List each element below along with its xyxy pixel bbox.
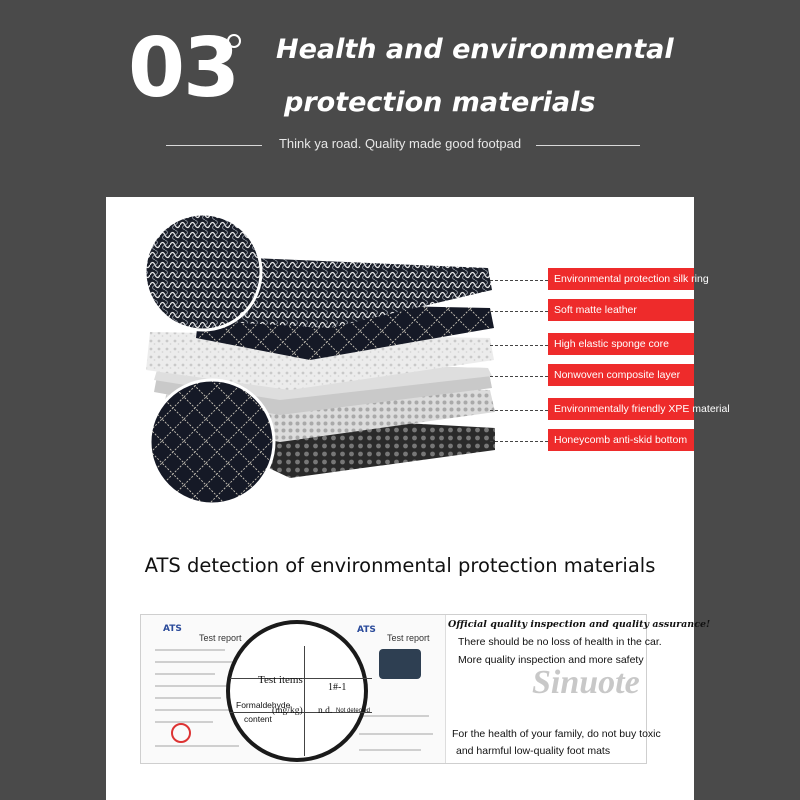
divider-left [166, 145, 262, 146]
quality-line-2: More quality inspection and more safety [458, 654, 644, 666]
mg-test-items: Test items [258, 674, 303, 686]
quality-title: Official quality inspection and quality assurance! [448, 619, 711, 630]
layer-label-sponge: High elastic sponge core [548, 333, 694, 355]
layer-label-nonwoven: Nonwoven composite layer [548, 364, 694, 386]
report-title-2: Test report [387, 633, 430, 643]
layer-label-xpe: Environmentally friendly XPE material [548, 398, 694, 420]
brand-watermark: Sinuote [532, 664, 640, 701]
stamp-icon [171, 723, 191, 743]
ats-logo-2: ATS [357, 625, 376, 635]
layer-label-silk-ring: Environmental protection silk ring [548, 268, 694, 290]
footer-line-2: and harmful low-quality foot mats [456, 745, 611, 757]
connector-5 [490, 410, 548, 411]
quality-line-1: There should be no loss of health in the car. [458, 636, 662, 648]
subtitle: Think ya road. Quality made good footpad [278, 136, 522, 151]
connector-1 [490, 280, 548, 281]
mg-formaldehyde: Formaldehyde [236, 700, 291, 710]
report-title: Test report [199, 633, 242, 643]
layer-label-honeycomb: Honeycomb anti-skid bottom [548, 429, 694, 451]
mat-photo [379, 649, 421, 679]
connector-3 [490, 345, 548, 346]
connector-6 [490, 441, 548, 442]
mg-unit: (mg/kg) [272, 706, 303, 716]
mg-sample-id: 1#-1 [328, 682, 347, 693]
mat-layers-illustration [140, 210, 500, 510]
section-number: 03 [128, 21, 239, 116]
divider-right [536, 145, 640, 146]
magnifier-zoom [226, 620, 371, 762]
mg-result: n.d. [318, 706, 333, 716]
footer-line-1: For the health of your family, do not buy toxic [452, 728, 661, 740]
connector-4 [490, 376, 548, 377]
title-line-1: Health and environmental [276, 34, 674, 65]
mg-content: content [244, 714, 272, 724]
degree-mark [227, 34, 241, 48]
connector-2 [490, 311, 548, 312]
mg-result-note: Not detected [336, 708, 371, 714]
title-line-2: protection materials [284, 87, 596, 118]
layer-label-leather: Soft matte leather [548, 299, 694, 321]
ats-logo: ATS [163, 624, 182, 634]
section-heading: ATS detection of environmental protection materials [144, 554, 656, 577]
